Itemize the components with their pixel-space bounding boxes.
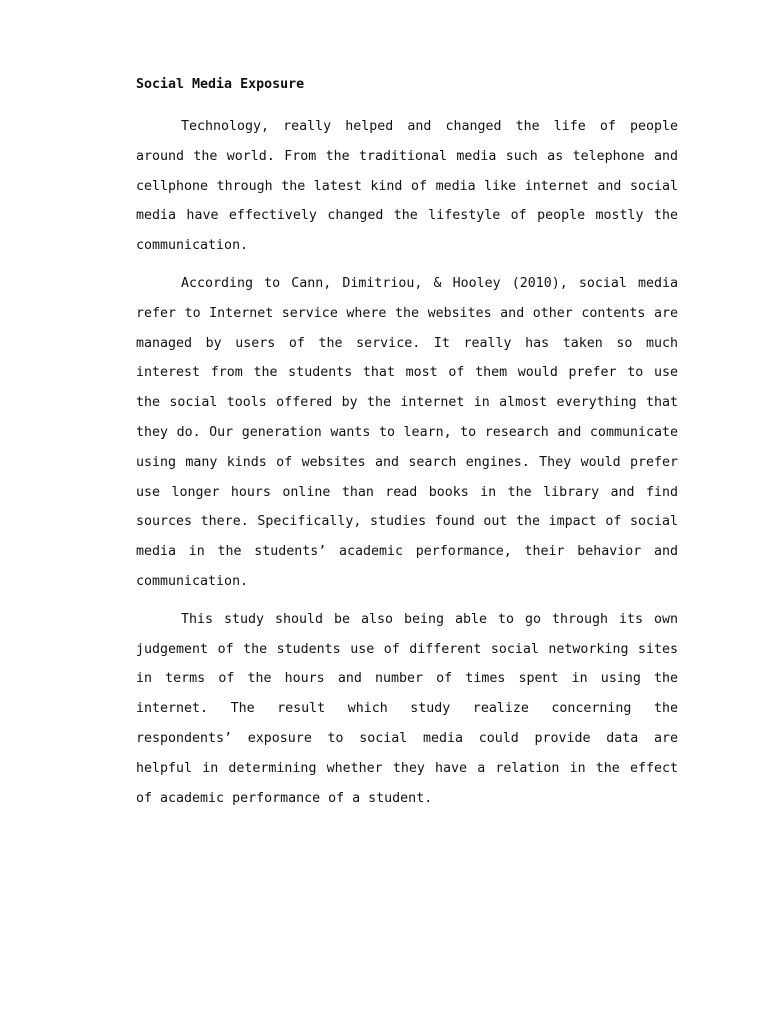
paragraph-technology: Technology, really helped and changed the life of people around the world. From the traditional media such as telephone and cellphone through the latest kind of media like internet and social media have effectively changed the lifestyle of people mostly the communication. [136, 119, 678, 254]
paragraph-social-media-definition: According to Cann, Dimitriou, & Hooley (2010), social media refer to Internet service where the websites and other contents are managed by users of the service. It really has taken so much interest from the students that most of them would prefer to use the social tools offered by the internet in almost everything that they do. Our generation wants to learn, to research and communicate using many kinds of websites and search engines. They would prefer use longer hours online than read books in the library and find sources there. Specifically, studies found out the impact of social media in the students’ academic performance, their behavior and communication. [136, 275, 678, 589]
paragraph-study-purpose: This study should be also being able to go through its own judgement of the students use of different social networking sites in terms of the hours and number of times spent in using the internet. The result which study realize concerning the respondents’ exposure to social media could provide data are helpful in determining whether they have a relation in the effect of academic performance of a student. [136, 611, 678, 806]
document-body [136, 74, 678, 821]
document-title: Social Media Exposure [136, 77, 305, 92]
